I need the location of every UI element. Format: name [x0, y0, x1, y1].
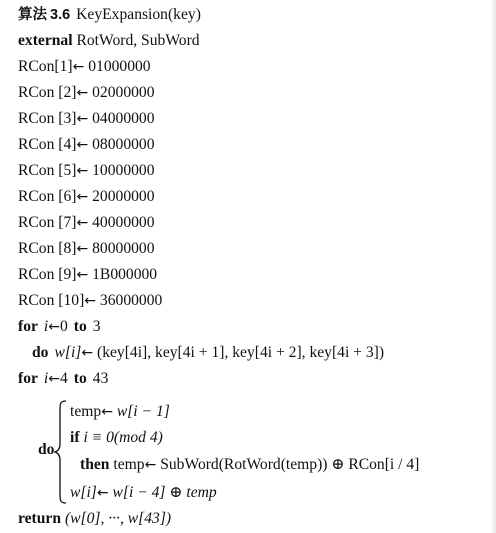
external-names: RotWord, SubWord [76, 32, 200, 49]
loop-var: i [43, 318, 49, 335]
for-loop-1-header [18, 317, 101, 337]
rcon-value: 01000000 [88, 58, 151, 75]
assign-arrow: ← [72, 59, 85, 75]
rcon-name: RCon [6] [18, 188, 77, 205]
rcon-line [18, 265, 157, 285]
for-loop-1-body [32, 343, 384, 363]
rcon-value: 02000000 [92, 84, 155, 101]
rcon-value: 20000000 [92, 188, 155, 205]
external-keyword: external [18, 32, 73, 49]
rcon-name: RCon [10] [18, 292, 85, 309]
rcon-name: RCon [3] [18, 110, 77, 127]
algorithm-label: 算法 [18, 7, 47, 23]
rcon-value: 10000000 [92, 162, 155, 179]
do-keyword: do [38, 441, 55, 458]
rcon-value: 08000000 [92, 136, 155, 153]
do-keyword: do [32, 344, 49, 361]
rcon-line [18, 291, 162, 311]
algorithm-title [18, 5, 201, 25]
rcon-name: RCon [7] [18, 214, 77, 231]
for-keyword: for [18, 370, 38, 387]
return-expr: (w[0], ···, w[43]) [64, 510, 172, 527]
rcon-value: 40000000 [92, 214, 155, 231]
then-line [80, 455, 419, 475]
then-keyword: then [80, 456, 110, 473]
assign-arrow: ← [48, 371, 60, 387]
assign-arrow: ← [101, 404, 113, 420]
assign-arrow: ← [84, 293, 97, 309]
w-rhs: w[i − 4] ⊕ temp [112, 484, 217, 501]
for-loop-2-header [18, 369, 108, 389]
temp-lhs: temp [70, 403, 102, 420]
assign-arrow: ← [76, 111, 89, 127]
page-edge-shadow [490, 0, 496, 533]
rcon-line [18, 109, 155, 129]
assign-arrow: ← [76, 189, 89, 205]
assign-arrow: ← [76, 241, 89, 257]
loop-start: 4 [60, 370, 68, 387]
to-keyword: to [73, 370, 87, 387]
external-line [18, 31, 200, 51]
for-keyword: for [18, 318, 38, 335]
rcon-line [18, 57, 151, 77]
rcon-value: 1B000000 [92, 266, 158, 283]
if-line [70, 428, 163, 448]
return-line [18, 509, 171, 529]
assign-arrow: ← [76, 137, 89, 153]
assign-arrow: ← [144, 457, 157, 473]
rcon-value: 04000000 [92, 110, 155, 127]
loop-end: 3 [92, 318, 101, 335]
then-lhs: temp [113, 456, 145, 473]
return-keyword: return [18, 510, 62, 527]
w-lhs: w[i] [70, 484, 97, 501]
loop-var: i [43, 370, 49, 387]
rcon-name: RCon [5] [18, 162, 77, 179]
rcon-line [18, 213, 155, 233]
assign-arrow: ← [76, 215, 89, 231]
algorithm-number: 3.6 [50, 7, 71, 23]
assign-arrow: ← [96, 485, 109, 501]
loop-end: 43 [92, 370, 109, 387]
left-brace-icon [54, 400, 68, 504]
loop1-target: w[i] [54, 344, 82, 361]
rcon-name: RCon [2] [18, 84, 77, 101]
temp-assign-line [70, 402, 170, 422]
rcon-line [18, 161, 155, 181]
rcon-value: 36000000 [99, 292, 163, 309]
then-rhs: SubWord(RotWord(temp)) ⊕ RCon[i / 4] [160, 456, 420, 473]
if-condition: i ≡ 0(mod 4) [83, 429, 163, 446]
if-keyword: if [70, 429, 80, 446]
algorithm-signature: KeyExpansion(key) [76, 6, 201, 23]
assign-arrow: ← [76, 267, 89, 283]
loop1-expr: (key[4i], key[4i + 1], key[4i + 2], key[4i + 3]) [97, 344, 385, 361]
rcon-value: 80000000 [92, 240, 155, 257]
temp-rhs: w[i − 1] [116, 403, 170, 420]
assign-arrow: ← [81, 345, 94, 361]
rcon-line [18, 239, 155, 259]
w-assign-line [70, 483, 217, 503]
rcon-name: RCon [9] [18, 266, 77, 283]
to-keyword: to [73, 318, 87, 335]
rcon-line [18, 83, 155, 103]
rcon-name: RCon [8] [18, 240, 77, 257]
rcon-name: RCon[1] [18, 58, 73, 75]
assign-arrow: ← [76, 85, 89, 101]
loop-start: 0 [60, 318, 68, 335]
rcon-line [18, 187, 155, 207]
rcon-name: RCon [4] [18, 136, 77, 153]
assign-arrow: ← [76, 163, 89, 179]
rcon-line [18, 135, 155, 155]
assign-arrow: ← [48, 319, 60, 335]
